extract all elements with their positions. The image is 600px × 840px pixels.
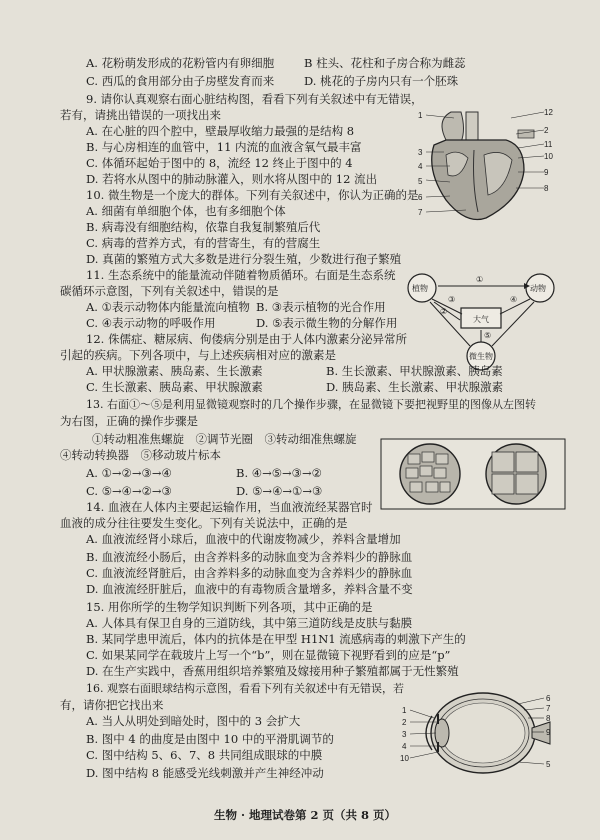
heart-label-9: 9 [544, 168, 549, 177]
q14-option-d: D. 血液流经肝脏后，血液中的有毒物质含量增多，养料含量不变 [86, 582, 413, 596]
q10-option-d: D. 真菌的繁殖方式大多数是进行分裂生殖，少数进行孢子繁殖 [86, 252, 402, 266]
q8-option-c: C. 西瓜的食用部分由子房壁发育而来 [86, 74, 275, 88]
q12-stem-line2: 引起的疾病。下列各项中，与上述疾病相对应的激素是 [60, 348, 336, 362]
q12-stem-line1: 12. 侏儒症、糖尿病、佝偻病分别是由于人体内激素分泌异常所 [86, 332, 407, 346]
heart-label-12: 12 [544, 108, 553, 117]
arrow-label-2: ② [440, 307, 448, 316]
q14-option-a: A. 血液流经肾小球后，血液中的代谢废物减少，养料含量增加 [86, 532, 401, 546]
heart-body-shape [432, 140, 524, 220]
q9-option-b: B. 与心房相连的血管中，11 内流的血液含氧气最丰富 [86, 140, 362, 154]
q9-option-a: A. 在心脏的四个腔中，壁最厚收缩力最强的是结构 8 [86, 124, 355, 138]
q14-stem-line2: 血液的成分往往要发生变化。下列有关说法中，正确的是 [60, 516, 348, 530]
heart-label-11: 11 [544, 140, 553, 149]
heart-label-3: 3 [418, 148, 423, 157]
q11-option-c: C. ④表示动物的呼吸作用 [86, 316, 216, 330]
q16-option-d: D. 图中结构 8 能感受光线刺激并产生神经冲动 [86, 766, 324, 780]
eye-label-9: 9 [546, 728, 551, 737]
arrow-label-1: ① [476, 275, 484, 284]
q13-option-a: A. ①→②→③→④ [86, 466, 172, 480]
microscope-views-figure [380, 438, 566, 510]
q11-stem-line2: 碳循环示意图，下列有关叙述中，错误的是 [60, 284, 279, 298]
aorta-shape [442, 112, 464, 142]
heart-label-6: 6 [418, 193, 423, 202]
q13-option-c: C. ⑤→④→②→③ [86, 484, 172, 498]
q9-stem-line2: 若有，请挑出错误的一项找出来 [60, 108, 221, 122]
arrow-label-4: ④ [510, 295, 518, 304]
q12-option-b: B. 生长激素、甲状腺激素、胰岛素 [326, 364, 503, 378]
q12-option-d: D. 胰岛素、生长激素、甲状腺激素 [326, 380, 504, 394]
q11-option-d: D. ⑤表示微生物的分解作用 [256, 316, 398, 330]
q16-option-a: A. 当人从明处到暗处时，图中的 3 会扩大 [86, 714, 301, 728]
heart-label-8: 8 [544, 184, 549, 193]
heart-label-10: 10 [544, 152, 553, 161]
q16-stem-line2: 有，请你把它找出来 [60, 698, 164, 712]
q11-option-b: B. ③表示植物的光合作用 [256, 300, 386, 314]
q13-steps-line1: ①转动粗准焦螺旋 ②调节光圈 ③转动细准焦螺旋 [92, 432, 357, 446]
q16-option-b: B. 图中 4 的曲度是由图中 10 中的平滑肌调节的 [86, 732, 334, 746]
q15-option-a: A. 人体具有保卫自身的三道防线，其中第三道防线是皮肤与黏膜 [86, 616, 413, 630]
heart-label-1: 1 [418, 111, 423, 120]
eye-label-3: 3 [402, 730, 407, 739]
q10-option-b: B. 病毒没有细胞结构，依靠自我复制繁殖后代 [86, 220, 321, 234]
carbon-cycle-diagram [404, 272, 558, 372]
animal-label: 动物 [530, 284, 546, 293]
q11-stem-line1: 11. 生态系统中的能量流动伴随着物质循环。右面是生态系统 [86, 268, 396, 282]
q9-stem-line1: 9. 请你认真观察右面心脏结构图，看看下列有关叙述中有无错误， [86, 92, 423, 106]
heart-label-7: 7 [418, 208, 423, 217]
eye-structure-figure [398, 688, 558, 778]
eye-label-6: 6 [546, 694, 551, 703]
q10-option-c: C. 病毒的营养方式，有的营寄生，有的营腐生 [86, 236, 321, 250]
eye-label-8: 8 [546, 714, 551, 723]
left-view-cells [406, 452, 450, 492]
eye-label-10: 10 [400, 754, 409, 763]
q14-option-b: B. 血液流经小肠后，由含养料多的动脉血变为含养料少的静脉血 [86, 550, 413, 564]
arrow-label-5: ⑤ [484, 331, 492, 340]
heart-label-2: 2 [544, 126, 549, 135]
q16-option-c: C. 图中结构 5、6、7、8 共同组成眼球的中膜 [86, 748, 323, 762]
q15-stem: 15. 用你所学的生物学知识判断下列各项，其中正确的是 [86, 600, 373, 614]
q15-option-b: B. 某同学患甲流后，体内的抗体是在甲型 H1N1 流感病毒的刺激下产生的 [86, 632, 466, 646]
q13-steps-line2: ④转动转换器 ⑤移动玻片标本 [60, 448, 221, 462]
q13-option-b: B. ④→⑤→③→② [236, 466, 322, 480]
q9-option-d: D. 若将水从图中的肺动脉灌入，则水将从图中的 12 流出 [86, 172, 378, 186]
q15-option-d: D. 在生产实践中，香蕉用组织培养繁殖及嫁接用种子繁殖都属于无性繁殖 [86, 664, 459, 678]
air-label: 大气 [473, 315, 489, 324]
q13-stem-line1: 13. 右面①～⑤是利用显微镜观察时的几个操作步骤，在显微镜下要把视野里的图像从左图转 [86, 398, 536, 411]
eye-label-2: 2 [402, 718, 407, 727]
heart-figure [406, 100, 556, 230]
microbe-label: 微生物 [469, 352, 493, 361]
eye-label-7: 7 [546, 704, 551, 713]
q8-option-a: A. 花粉萌发形成的花粉管内有卵细胞 [86, 56, 275, 70]
eye-label-4: 4 [402, 742, 407, 751]
pulmonary-artery-shape [466, 112, 478, 140]
q10-option-a: A. 细菌有单细胞个体，也有多细胞个体 [86, 204, 286, 218]
eye-label-1: 1 [402, 706, 407, 715]
page-footer: 生物 · 地理试卷第 2 页（共 8 页） [214, 808, 397, 822]
q8-option-b: B 柱头、花柱和子房合称为雌蕊 [304, 56, 466, 70]
q12-option-a: A. 甲状腺激素、胰岛素、生长激素 [86, 364, 263, 378]
eye-label-5: 5 [546, 760, 551, 769]
heart-label-4: 4 [418, 162, 423, 171]
q12-option-c: C. 生长激素、胰岛素、甲状腺激素 [86, 380, 263, 394]
q9-option-c: C. 体循环起始于图中的 8，流经 12 终止于图中的 4 [86, 156, 353, 170]
heart-label-5: 5 [418, 177, 423, 186]
q16-stem-line1: 16. 观察右面眼球结构示意图，看看下列有关叙述中有无错误，若 [86, 682, 404, 695]
q13-option-d: D. ⑤→④→①→③ [236, 484, 323, 498]
q8-option-d: D. 桃花的子房内只有一个胚珠 [304, 74, 459, 88]
q14-stem-line1: 14. 血液在人体内主要起运输作用，当血液流经某器官时 [86, 500, 373, 514]
q15-option-c: C. 如果某同学在载玻片上写一个“b”，则在显微镜下视野看到的应是“p” [86, 648, 451, 662]
q13-stem-line2: 为右图，正确的操作步骤是 [60, 414, 198, 428]
q14-option-c: C. 血液流经肾脏后，由含养料多的动脉血变为含养料少的静脉血 [86, 566, 413, 580]
q10-stem: 10. 微生物是一个庞大的群体。下列有关叙述中，你认为正确的是 [86, 188, 419, 202]
q11-option-a: A. ①表示动物体内能量流向植物 [86, 300, 250, 314]
arrow-label-3: ③ [448, 295, 456, 304]
plant-label: 植物 [412, 284, 428, 293]
